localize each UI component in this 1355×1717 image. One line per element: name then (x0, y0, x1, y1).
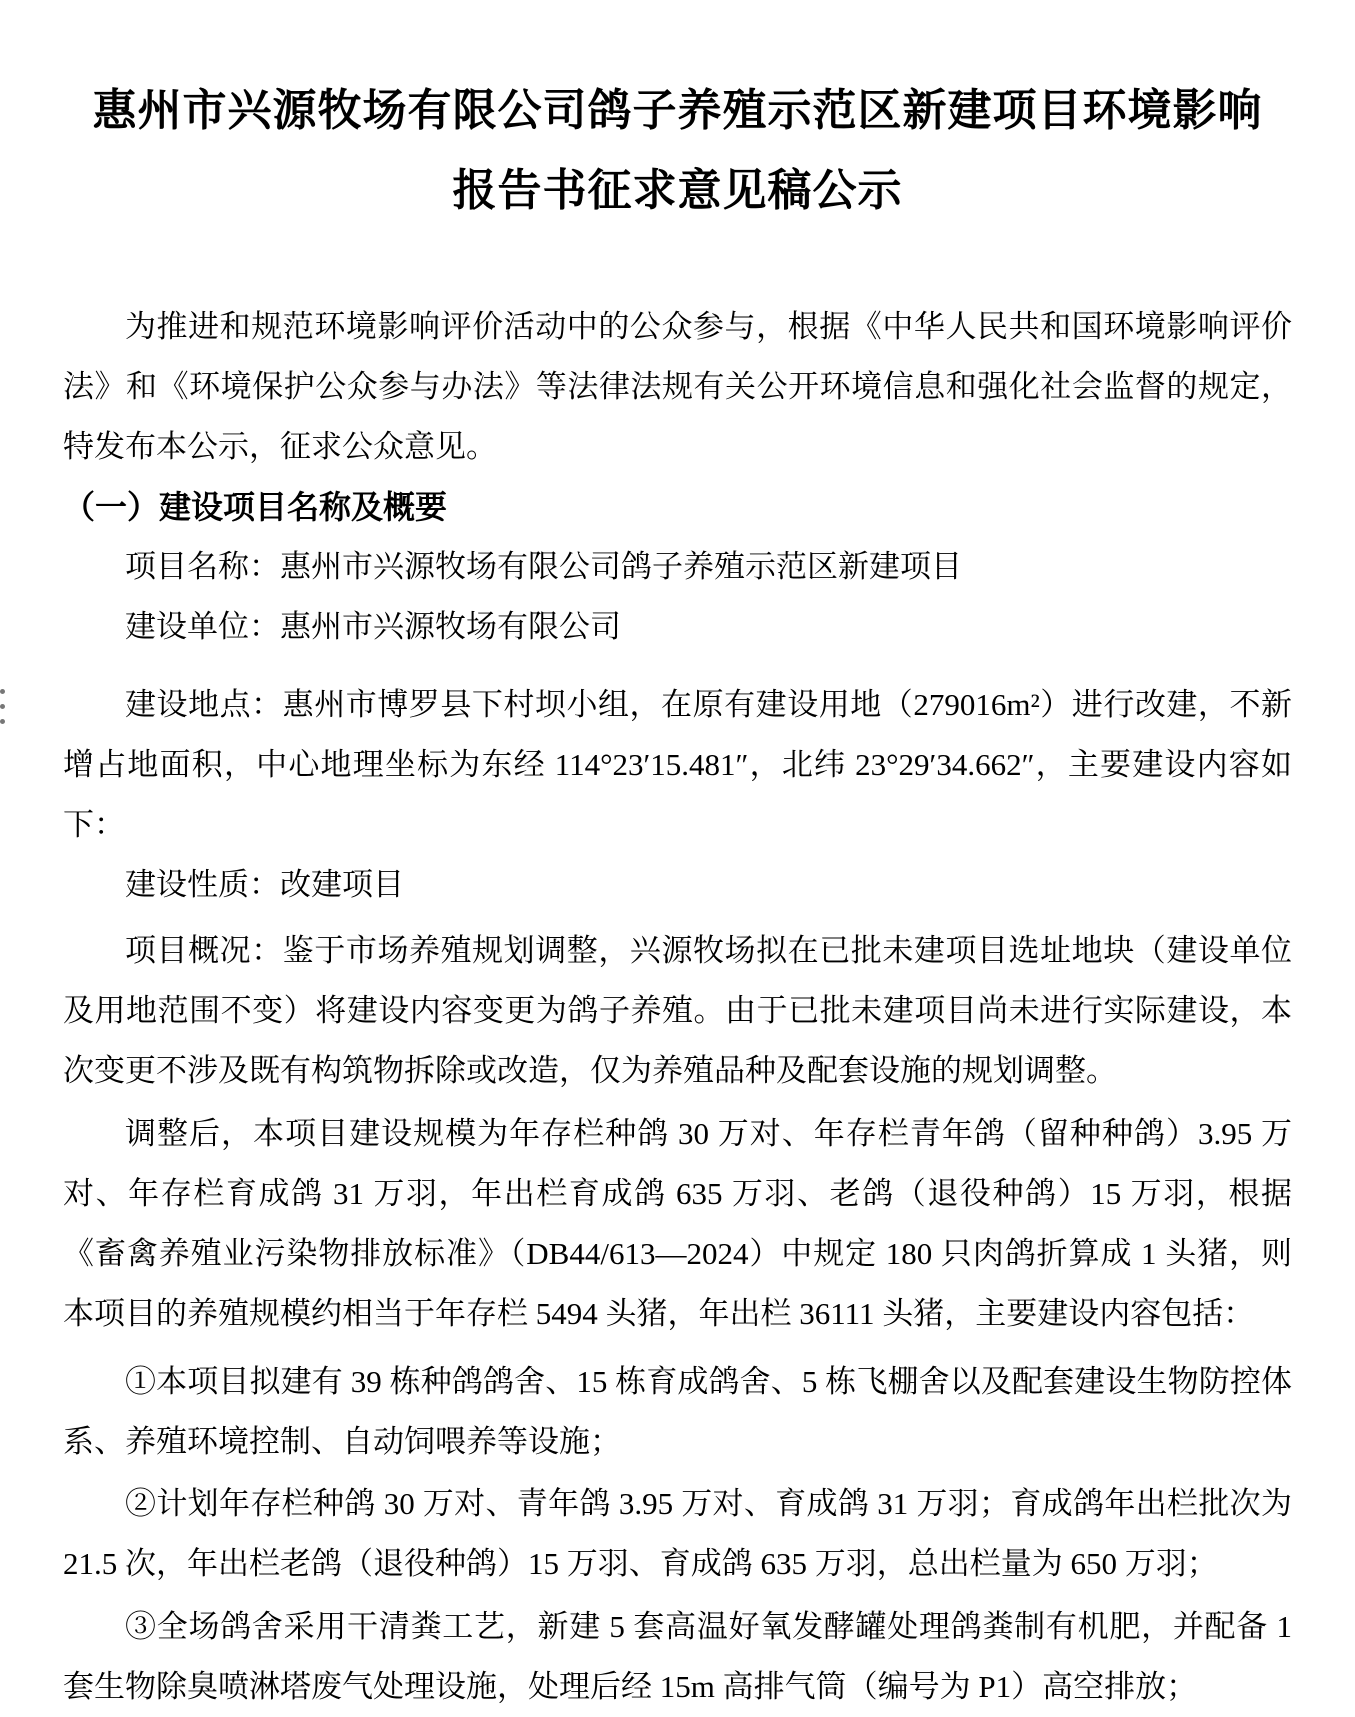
document-page (0, 29, 1355, 1703)
paragraph-adjusted-scale: 调整后，本项目建设规模为年存栏种鸽 30 万对、年存栏青年鸽（留种种鸽）3.95 万对、年存栏育成鸽 31 万羽，年出栏育成鸽 635 万羽、老鸽（退役种鸽）15 万羽，根据《畜禽养殖业污染物排放标准》（DB44/613—2024）中规定 180 只肉鸽折算成 1 头猪，则本项目的养殖规模约相当于年存栏 5494 头猪，年出栏 36111 头猪，主要建设内容包括： (63, 1116, 1292, 1332)
document-body (63, 297, 1292, 1717)
paragraph-construction-unit: 建设单位：惠州市兴源牧场有限公司 (125, 609, 621, 645)
document-title-line-2: 报告书征求意见稿公示 (452, 166, 903, 216)
vertical-dots-drag-handle[interactable] (0, 689, 5, 724)
paragraph-item-3: ③全场鸽舍采用干清粪工艺，新建 5 套高温好氧发酵罐处理鸽粪制有机肥，并配备 1 套生物除臭喷淋塔废气处理设施，处理后经 15m 高排气筒（编号为 P1）高空排放； (63, 1609, 1292, 1705)
paragraph-construction-site: 建设地点：惠州市博罗县下村坝小组，在原有建设用地（279016m²）进行改建，不新增占地面积，中心地理坐标为东经 114°23′15.481″，北纬 23°29′34.662″，主要建设内容如下： (63, 687, 1292, 843)
document-title (63, 29, 1292, 231)
paragraph-project-overview: 项目概况：鉴于市场养殖规划调整，兴源牧场拟在已批未建项目选址地块（建设单位及用地范围不变）将建设内容变更为鸽子养殖。由于已批未建项目尚未进行实际建设，本次变更不涉及既有构筑物拆除或改造，仅为养殖品种及配套设施的规划调整。 (63, 933, 1292, 1089)
paragraph-item-2: ②计划年存栏种鸽 30 万对、青年鸽 3.95 万对、育成鸽 31 万羽；育成鸽年出栏批次为 21.5 次，年出栏老鸽（退役种鸽）15 万羽、育成鸽 635 万羽，总出栏量为 650 万羽； (63, 1486, 1292, 1582)
section-1-heading: （一）建设项目名称及概要 (63, 489, 448, 526)
paragraph-project-name: 项目名称：惠州市兴源牧场有限公司鸽子养殖示范区新建项目 (125, 549, 962, 585)
document-title-line-1: 惠州市兴源牧场有限公司鸽子养殖示范区新建项目环境影响 (92, 86, 1263, 136)
paragraph-item-1: ①本项目拟建有 39 栋种鸽鸽舍、15 栋育成鸽舍、5 栋飞棚舍以及配套建设生物防控体系、养殖环境控制、自动饲喂养等设施； (63, 1364, 1292, 1460)
dot-icon (0, 719, 5, 724)
dot-icon (0, 689, 5, 694)
dot-icon (0, 704, 5, 709)
paragraph-construction-nature: 建设性质：改建项目 (125, 867, 404, 903)
paragraph-intro: 为推进和规范环境影响评价活动中的公众参与，根据《中华人民共和国环境影响评价法》和《环境保护公众参与办法》等法律法规有关公开环境信息和强化社会监督的规定，特发布本公示，征求公众意见。 (63, 309, 1292, 465)
